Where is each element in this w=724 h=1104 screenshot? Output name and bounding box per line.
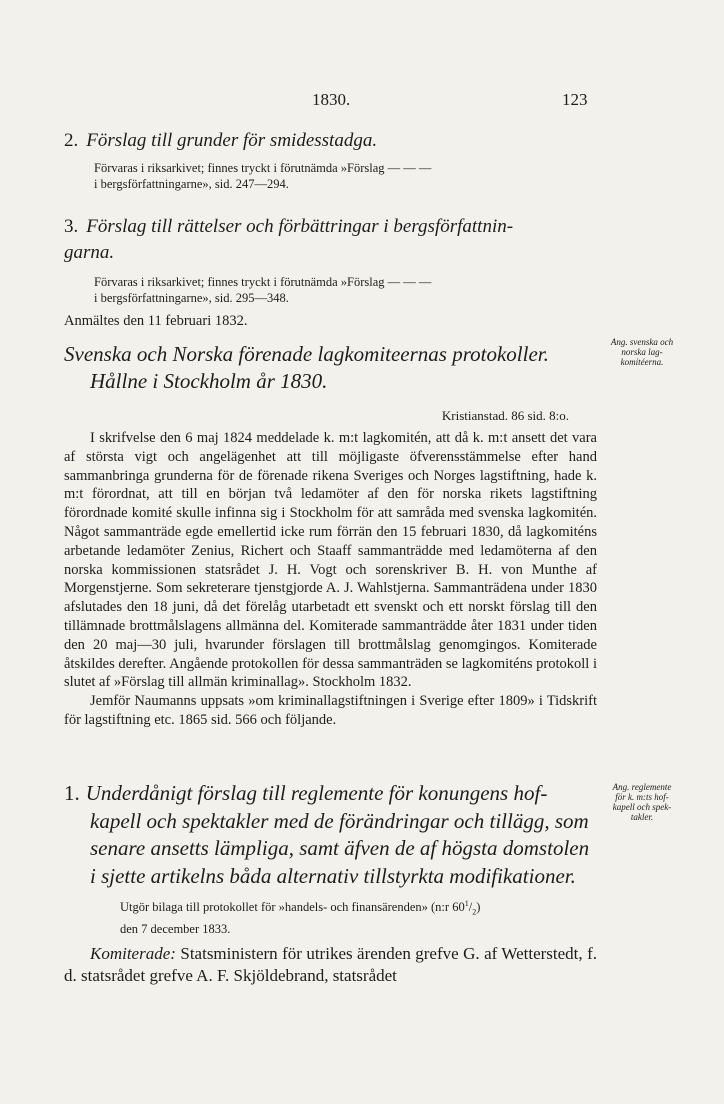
note-line: Förvaras i riksarkivet; finnes tryckt i förutnämda »Förslag — — — bbox=[94, 275, 432, 289]
note-line: i bergsförfattningarne», sid. 295—348. bbox=[94, 291, 289, 305]
komiterade-paragraph bbox=[64, 943, 597, 987]
margin-note-line: Ang. svenska och bbox=[610, 337, 674, 347]
section-title-line: Svenska och Norska förenade lagkomiteernas protokoller. bbox=[64, 342, 549, 366]
margin-note-line: för k. m:ts hof- bbox=[615, 792, 669, 802]
margin-note bbox=[604, 337, 680, 367]
item-title-text: Förslag till grunder för smidesstadga. bbox=[86, 130, 378, 151]
announcement: Anmältes den 11 februari 1832. bbox=[64, 313, 248, 329]
item-smidesstadga bbox=[64, 128, 597, 192]
margin-note-line: komitéerna. bbox=[620, 357, 664, 367]
note-fraction-num: 1 bbox=[464, 899, 469, 908]
margin-note bbox=[604, 782, 680, 822]
margin-note-line: norska lag- bbox=[621, 347, 663, 357]
item-title-text: Underdånigt förslag till reglemente för konungens hof- bbox=[85, 781, 548, 805]
body-paragraph: Jemför Naumanns uppsats »om kriminallagstiftningen i Sverige efter 1809» i Tidskrift för lagstiftning etc. 1865 sid. 566 och följande. bbox=[64, 693, 597, 728]
item-number: 2. bbox=[64, 130, 79, 151]
item-note bbox=[64, 160, 597, 192]
item-title-text: kapell och spektakler med de förändringar och tillägg, som senare ansetts lämpliga, samt äfven de af högsta domstolen i sjette artikelns båda alternativ tillstyrkta modifikationer. bbox=[90, 808, 590, 888]
source-info: Kristianstad. 86 sid. 8:o. bbox=[441, 408, 569, 423]
item-number: 1. bbox=[64, 781, 80, 805]
item-note: Utgör bilaga till protokollet för »handels- och finansärenden» (n:r $60^1/_2$) den 7 december 1833. bbox=[120, 899, 481, 936]
section-body bbox=[64, 429, 597, 730]
page-number: 123 bbox=[562, 90, 588, 109]
note-fraction-den: 2 bbox=[472, 907, 477, 917]
note-text: Utgör bilaga till protokollet för »handels- och finansärenden» (n:r 60 bbox=[120, 900, 465, 915]
item-number: 3. bbox=[64, 216, 79, 237]
item-title-text: Förslag till rättelser och förbättringar i bergsförfattnin- bbox=[86, 216, 514, 237]
item-note bbox=[64, 274, 597, 306]
note-line: Förvaras i riksarkivet; finnes tryckt i förutnämda »Förslag — — — bbox=[94, 161, 432, 175]
running-header-year: 1830. bbox=[312, 90, 351, 109]
item-title-text: garna. bbox=[64, 242, 115, 263]
section-title-line: Hållne i Stockholm år 1830. bbox=[90, 369, 328, 393]
section-title bbox=[64, 341, 597, 395]
komiterade-text: Statsministern för utrikes ärenden grefve G. af Wetterstedt, f. d. statsrådet grefve A. F. Skjöldebrand, statsrådet bbox=[64, 943, 597, 985]
margin-note-line: kapell och spek- bbox=[612, 802, 672, 812]
note-line: den 7 december 1833. bbox=[120, 921, 231, 936]
note-text: ) bbox=[476, 900, 481, 915]
komiterade-label: Komiterade: bbox=[90, 943, 176, 963]
item-title bbox=[64, 214, 597, 266]
item-title bbox=[64, 128, 597, 154]
note-line: i bergsförfattningarne», sid. 247—294. bbox=[94, 177, 289, 191]
section-lagkomiteer bbox=[64, 341, 597, 730]
item-title bbox=[64, 780, 597, 890]
margin-note-line: Ang. reglemente bbox=[612, 782, 672, 792]
body-paragraph: I skrifvelse den 6 maj 1824 meddelade k. m:t lagkomitén, att då k. m:t ansett det vara af största vigt och angelägenhet att till möjligaste öfverensstämmelse efter hand sammanbringa grunderna för de förenade rikena Sveriges och Norges lagstiftning, hade k. m:t förordnat, att till en början två ledamöter af den för norska rikets lagstiftning förordnade komité skulle infinna sig i Stockholm för att samråda med svenska lagkomitén. Något sammanträde egde emellertid icke rum förrän den 15 februari 1830, då lagkomiténs arbetande ledamöter Zenius, Richert och Staaff sammanträdde med ledamöterna af den norska kommissionen statsrådet J. H. Vogt och sorenskriver B. H. von Munthe af Morgenstjerne. Som sekreterare tjenstgjorde A. J. Wahlstjerna. Sammanträdena under 1830 afslutades den 18 juni, då det förelåg utarbetadt ett svenskt och ett norskt förslag till den tillämnade brottmålslagens allmänna del. Komiterade sammanträdde åter 1831 under tiden den 20 maj—30 juli, hvarunder förslagen till brottmålslag genomgingos. Komiterade åtskildes derefter. Angående protokollen för dessa sammanträden se lagkomiténs protokoll i slutet af »Förslag till allmän kriminallag». Stockholm 1832. bbox=[64, 430, 597, 691]
item-rattelser bbox=[64, 214, 597, 330]
item-reglemente bbox=[64, 780, 597, 987]
margin-note-line: takler. bbox=[630, 812, 654, 822]
